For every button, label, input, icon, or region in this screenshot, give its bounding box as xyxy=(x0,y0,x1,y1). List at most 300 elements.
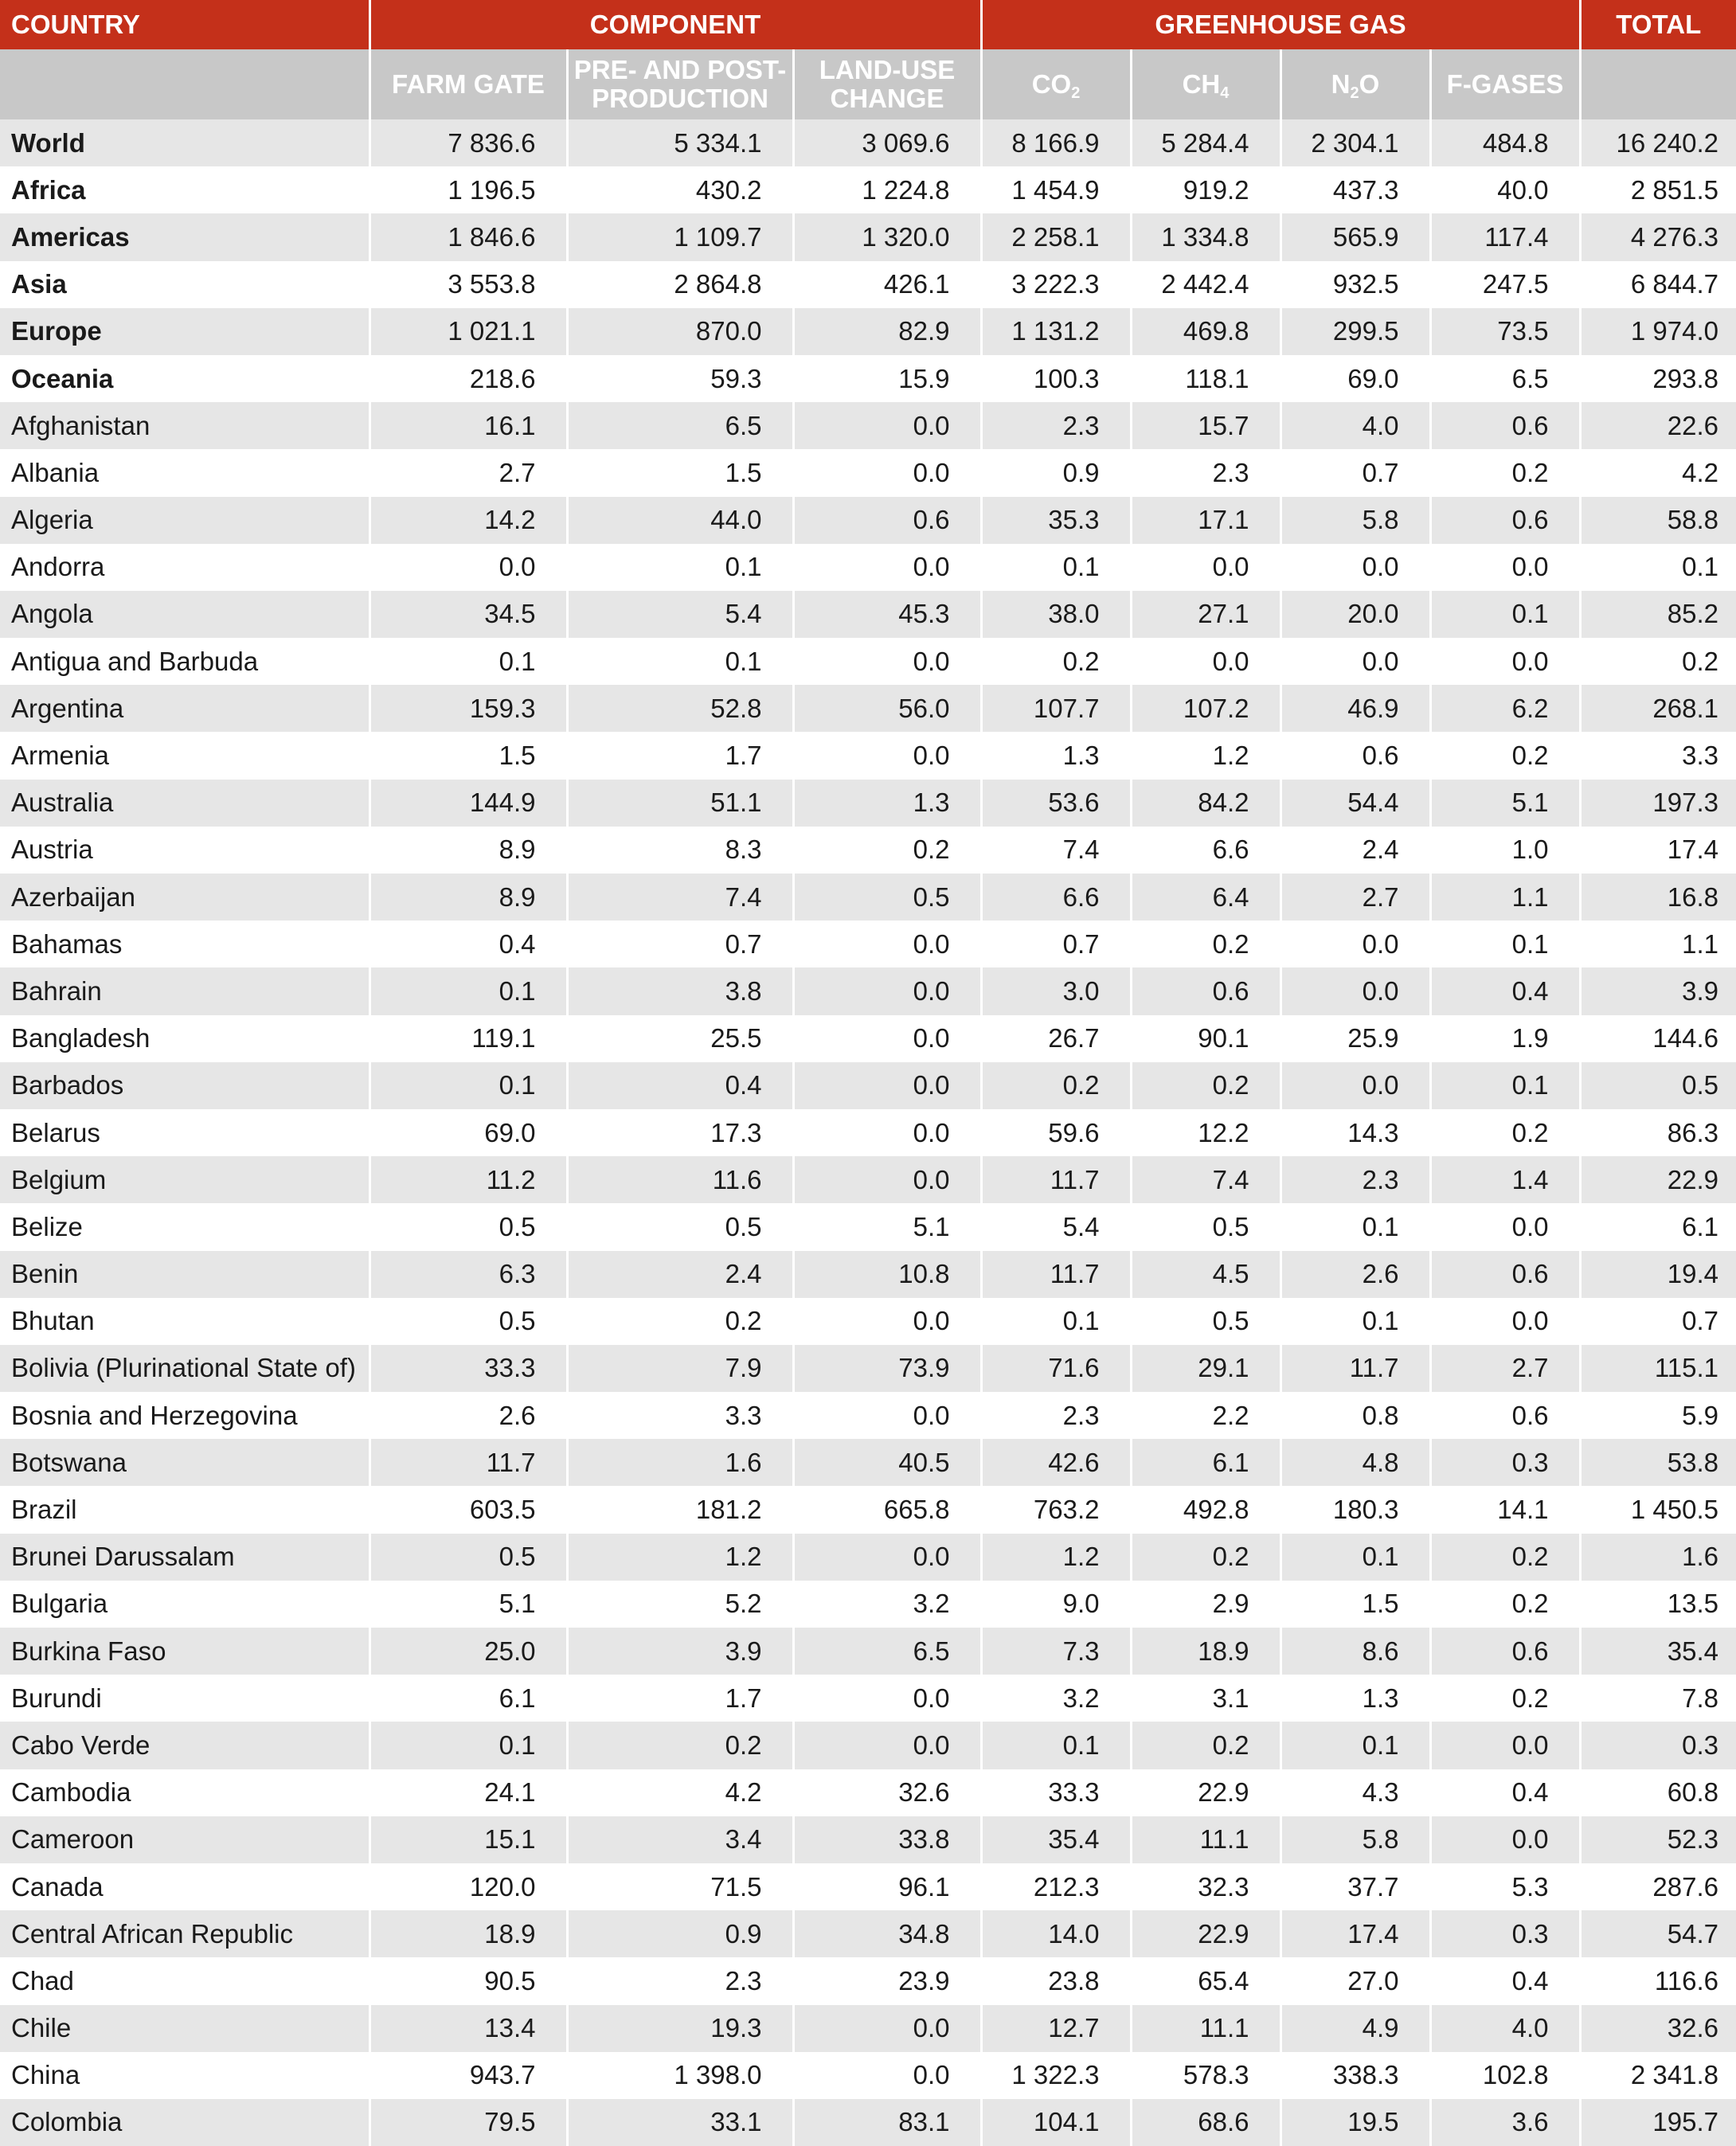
land-use-change-cell: 0.0 xyxy=(793,1675,981,1722)
n2o-cell: 437.3 xyxy=(1280,166,1430,213)
farm-gate-cell: 8.9 xyxy=(369,827,567,874)
total-cell: 197.3 xyxy=(1580,780,1736,827)
total-cell: 287.6 xyxy=(1580,1863,1736,1910)
ch4-cell: 5 284.4 xyxy=(1131,119,1280,166)
pre-post-production-cell: 870.0 xyxy=(567,308,793,355)
ch4-cell: 6.1 xyxy=(1131,1439,1280,1486)
ch4-cell: 84.2 xyxy=(1131,780,1280,827)
table-row xyxy=(0,1298,1736,1345)
total-cell: 1.1 xyxy=(1580,921,1736,967)
farm-gate-cell: 8.9 xyxy=(369,874,567,921)
ch4-cell: 6.4 xyxy=(1131,874,1280,921)
table-row xyxy=(0,1534,1736,1581)
n2o-cell: 69.0 xyxy=(1280,355,1430,402)
co2-cell: 9.0 xyxy=(981,1581,1131,1628)
f-gases-cell: 0.3 xyxy=(1430,1439,1580,1486)
header-f-gases: F-GASES xyxy=(1430,49,1580,119)
co2-cell: 59.6 xyxy=(981,1109,1131,1156)
country-name-cell: Cambodia xyxy=(0,1769,369,1816)
pre-post-production-cell: 0.2 xyxy=(567,1722,793,1769)
farm-gate-cell: 15.1 xyxy=(369,1816,567,1863)
total-cell: 0.1 xyxy=(1580,544,1736,591)
farm-gate-cell: 3 553.8 xyxy=(369,261,567,308)
header-land-use-line1: LAND-USE xyxy=(819,55,956,84)
n2o-cell: 46.9 xyxy=(1280,685,1430,732)
total-cell: 16 240.2 xyxy=(1580,119,1736,166)
farm-gate-cell: 16.1 xyxy=(369,402,567,449)
co2-cell: 0.1 xyxy=(981,544,1131,591)
farm-gate-cell: 0.5 xyxy=(369,1534,567,1581)
country-name-cell: Barbados xyxy=(0,1062,369,1109)
n2o-cell: 5.8 xyxy=(1280,1816,1430,1863)
country-name-cell: Australia xyxy=(0,780,369,827)
total-cell: 86.3 xyxy=(1580,1109,1736,1156)
n2o-cell: 4.9 xyxy=(1280,2005,1430,2052)
ch4-cell: 0.0 xyxy=(1131,544,1280,591)
co2-cell: 0.9 xyxy=(981,449,1131,496)
f-gases-cell: 6.2 xyxy=(1430,685,1580,732)
f-gases-cell: 0.4 xyxy=(1430,1957,1580,2004)
table-row xyxy=(0,732,1736,779)
country-name-cell: Chile xyxy=(0,2005,369,2052)
land-use-change-cell: 426.1 xyxy=(793,261,981,308)
co2-cell: 2 258.1 xyxy=(981,213,1131,260)
land-use-change-cell: 0.0 xyxy=(793,1156,981,1203)
farm-gate-cell: 0.4 xyxy=(369,921,567,967)
pre-post-production-cell: 2 864.8 xyxy=(567,261,793,308)
table-row xyxy=(0,827,1736,874)
pre-post-production-cell: 1.6 xyxy=(567,1439,793,1486)
country-name-cell: Afghanistan xyxy=(0,402,369,449)
header-row-columns xyxy=(0,49,1736,119)
country-name-cell: Central African Republic xyxy=(0,1910,369,1957)
pre-post-production-cell: 3.8 xyxy=(567,967,793,1014)
f-gases-cell: 2.7 xyxy=(1430,1345,1580,1392)
f-gases-cell: 3.6 xyxy=(1430,2099,1580,2146)
country-name-cell: Belize xyxy=(0,1203,369,1250)
table-row xyxy=(0,1392,1736,1439)
farm-gate-cell: 0.1 xyxy=(369,1722,567,1769)
country-name-cell: Brazil xyxy=(0,1486,369,1533)
pre-post-production-cell: 3.4 xyxy=(567,1816,793,1863)
header-ch4-base: CH xyxy=(1182,69,1221,99)
co2-cell: 5.4 xyxy=(981,1203,1131,1250)
ch4-cell: 7.4 xyxy=(1131,1156,1280,1203)
farm-gate-cell: 79.5 xyxy=(369,2099,567,2146)
farm-gate-cell: 25.0 xyxy=(369,1628,567,1675)
n2o-cell: 0.1 xyxy=(1280,1534,1430,1581)
total-cell: 144.6 xyxy=(1580,1015,1736,1062)
land-use-change-cell: 45.3 xyxy=(793,591,981,638)
f-gases-cell: 1.4 xyxy=(1430,1156,1580,1203)
co2-cell: 104.1 xyxy=(981,2099,1131,2146)
ch4-cell: 469.8 xyxy=(1131,308,1280,355)
farm-gate-cell: 0.1 xyxy=(369,638,567,685)
ch4-cell: 11.1 xyxy=(1131,1816,1280,1863)
co2-cell: 212.3 xyxy=(981,1863,1131,1910)
table-row xyxy=(0,967,1736,1014)
land-use-change-cell: 23.9 xyxy=(793,1957,981,2004)
total-cell: 195.7 xyxy=(1580,2099,1736,2146)
land-use-change-cell: 1 224.8 xyxy=(793,166,981,213)
f-gases-cell: 1.9 xyxy=(1430,1015,1580,1062)
n2o-cell: 27.0 xyxy=(1280,1957,1430,2004)
land-use-change-cell: 0.0 xyxy=(793,449,981,496)
pre-post-production-cell: 33.1 xyxy=(567,2099,793,2146)
co2-cell: 11.7 xyxy=(981,1251,1131,1298)
n2o-cell: 25.9 xyxy=(1280,1015,1430,1062)
farm-gate-cell: 2.7 xyxy=(369,449,567,496)
table-row xyxy=(0,2052,1736,2099)
table-row xyxy=(0,1675,1736,1722)
country-name-cell: Bhutan xyxy=(0,1298,369,1345)
total-cell: 16.8 xyxy=(1580,874,1736,921)
farm-gate-cell: 90.5 xyxy=(369,1957,567,2004)
ch4-cell: 68.6 xyxy=(1131,2099,1280,2146)
co2-cell: 1 131.2 xyxy=(981,308,1131,355)
farm-gate-cell: 144.9 xyxy=(369,780,567,827)
header-co2-sub: 2 xyxy=(1071,84,1081,102)
ch4-cell: 118.1 xyxy=(1131,355,1280,402)
farm-gate-cell: 119.1 xyxy=(369,1015,567,1062)
country-name-cell: Bahrain xyxy=(0,967,369,1014)
pre-post-production-cell: 0.5 xyxy=(567,1203,793,1250)
co2-cell: 71.6 xyxy=(981,1345,1131,1392)
land-use-change-cell: 0.0 xyxy=(793,638,981,685)
farm-gate-cell: 218.6 xyxy=(369,355,567,402)
pre-post-production-cell: 4.2 xyxy=(567,1769,793,1816)
co2-cell: 53.6 xyxy=(981,780,1131,827)
total-cell: 0.7 xyxy=(1580,1298,1736,1345)
co2-cell: 8 166.9 xyxy=(981,119,1131,166)
pre-post-production-cell: 2.3 xyxy=(567,1957,793,2004)
table-row xyxy=(0,355,1736,402)
header-n2o-post: O xyxy=(1359,69,1380,99)
total-cell: 7.8 xyxy=(1580,1675,1736,1722)
n2o-cell: 20.0 xyxy=(1280,591,1430,638)
farm-gate-cell: 24.1 xyxy=(369,1769,567,1816)
ch4-cell: 90.1 xyxy=(1131,1015,1280,1062)
f-gases-cell: 4.0 xyxy=(1430,2005,1580,2052)
farm-gate-cell: 6.3 xyxy=(369,1251,567,1298)
pre-post-production-cell: 3.9 xyxy=(567,1628,793,1675)
country-name-cell: Burundi xyxy=(0,1675,369,1722)
table-row xyxy=(0,2099,1736,2146)
total-cell: 32.6 xyxy=(1580,2005,1736,2052)
ch4-cell: 18.9 xyxy=(1131,1628,1280,1675)
country-name-cell: Belgium xyxy=(0,1156,369,1203)
n2o-cell: 932.5 xyxy=(1280,261,1430,308)
pre-post-production-cell: 19.3 xyxy=(567,2005,793,2052)
land-use-change-cell: 0.5 xyxy=(793,874,981,921)
pre-post-production-cell: 1 109.7 xyxy=(567,213,793,260)
header-n2o-pre: N xyxy=(1331,69,1351,99)
farm-gate-cell: 14.2 xyxy=(369,497,567,544)
pre-post-production-cell: 430.2 xyxy=(567,166,793,213)
land-use-change-cell: 0.2 xyxy=(793,827,981,874)
co2-cell: 23.8 xyxy=(981,1957,1131,2004)
n2o-cell: 19.5 xyxy=(1280,2099,1430,2146)
land-use-change-cell: 0.0 xyxy=(793,1392,981,1439)
land-use-change-cell: 82.9 xyxy=(793,308,981,355)
total-cell: 35.4 xyxy=(1580,1628,1736,1675)
ch4-cell: 22.9 xyxy=(1131,1769,1280,1816)
total-cell: 293.8 xyxy=(1580,355,1736,402)
co2-cell: 3.0 xyxy=(981,967,1131,1014)
land-use-change-cell: 1.3 xyxy=(793,780,981,827)
country-name-cell: Brunei Darussalam xyxy=(0,1534,369,1581)
country-name-cell: Austria xyxy=(0,827,369,874)
country-name-cell: Bosnia and Herzegovina xyxy=(0,1392,369,1439)
f-gases-cell: 0.2 xyxy=(1430,449,1580,496)
header-country-blank xyxy=(0,49,369,119)
country-name-cell: Cabo Verde xyxy=(0,1722,369,1769)
f-gases-cell: 0.0 xyxy=(1430,1816,1580,1863)
ch4-cell: 15.7 xyxy=(1131,402,1280,449)
f-gases-cell: 0.2 xyxy=(1430,1581,1580,1628)
header-row-groups xyxy=(0,0,1736,49)
land-use-change-cell: 56.0 xyxy=(793,685,981,732)
total-cell: 115.1 xyxy=(1580,1345,1736,1392)
ch4-cell: 0.0 xyxy=(1131,638,1280,685)
farm-gate-cell: 5.1 xyxy=(369,1581,567,1628)
co2-cell: 1.3 xyxy=(981,732,1131,779)
pre-post-production-cell: 0.1 xyxy=(567,544,793,591)
ch4-cell: 2.3 xyxy=(1131,449,1280,496)
table-row xyxy=(0,402,1736,449)
ch4-cell: 32.3 xyxy=(1131,1863,1280,1910)
pre-post-production-cell: 7.4 xyxy=(567,874,793,921)
total-cell: 268.1 xyxy=(1580,685,1736,732)
header-farm-gate: FARM GATE xyxy=(369,49,567,119)
table-row xyxy=(0,638,1736,685)
land-use-change-cell: 0.6 xyxy=(793,497,981,544)
ch4-cell: 11.1 xyxy=(1131,2005,1280,2052)
header-ch4 xyxy=(1131,49,1280,119)
co2-cell: 11.7 xyxy=(981,1156,1131,1203)
f-gases-cell: 73.5 xyxy=(1430,308,1580,355)
pre-post-production-cell: 0.1 xyxy=(567,638,793,685)
header-pre-post-production xyxy=(567,49,793,119)
ch4-cell: 4.5 xyxy=(1131,1251,1280,1298)
table-row xyxy=(0,1816,1736,1863)
table-body xyxy=(0,119,1736,2146)
table-row xyxy=(0,544,1736,591)
pre-post-production-cell: 5.4 xyxy=(567,591,793,638)
total-cell: 0.3 xyxy=(1580,1722,1736,1769)
f-gases-cell: 0.2 xyxy=(1430,1675,1580,1722)
pre-post-production-cell: 0.4 xyxy=(567,1062,793,1109)
ch4-cell: 0.2 xyxy=(1131,921,1280,967)
farm-gate-cell: 6.1 xyxy=(369,1675,567,1722)
n2o-cell: 180.3 xyxy=(1280,1486,1430,1533)
f-gases-cell: 0.6 xyxy=(1430,497,1580,544)
f-gases-cell: 0.2 xyxy=(1430,1534,1580,1581)
country-name-cell: Oceania xyxy=(0,355,369,402)
n2o-cell: 8.6 xyxy=(1280,1628,1430,1675)
land-use-change-cell: 0.0 xyxy=(793,732,981,779)
land-use-change-cell: 0.0 xyxy=(793,921,981,967)
pre-post-production-cell: 0.7 xyxy=(567,921,793,967)
table-row xyxy=(0,1769,1736,1816)
header-pre-post-line2: PRODUCTION xyxy=(592,84,768,113)
land-use-change-cell: 0.0 xyxy=(793,402,981,449)
total-cell: 53.8 xyxy=(1580,1439,1736,1486)
ch4-cell: 1.2 xyxy=(1131,732,1280,779)
table-row xyxy=(0,874,1736,921)
country-name-cell: Chad xyxy=(0,1957,369,2004)
pre-post-production-cell: 7.9 xyxy=(567,1345,793,1392)
n2o-cell: 0.1 xyxy=(1280,1203,1430,1250)
farm-gate-cell: 7 836.6 xyxy=(369,119,567,166)
table-row xyxy=(0,1203,1736,1250)
header-greenhouse-gas: GREENHOUSE GAS xyxy=(981,0,1580,49)
table-row xyxy=(0,1910,1736,1957)
table-row xyxy=(0,1251,1736,1298)
ch4-cell: 65.4 xyxy=(1131,1957,1280,2004)
n2o-cell: 14.3 xyxy=(1280,1109,1430,1156)
land-use-change-cell: 0.0 xyxy=(793,967,981,1014)
n2o-cell: 299.5 xyxy=(1280,308,1430,355)
header-country: COUNTRY xyxy=(0,0,369,49)
total-cell: 22.6 xyxy=(1580,402,1736,449)
ch4-cell: 0.6 xyxy=(1131,967,1280,1014)
pre-post-production-cell: 1 398.0 xyxy=(567,2052,793,2099)
farm-gate-cell: 0.1 xyxy=(369,967,567,1014)
f-gases-cell: 5.3 xyxy=(1430,1863,1580,1910)
header-co2-base: CO xyxy=(1031,69,1072,99)
country-name-cell: China xyxy=(0,2052,369,2099)
country-name-cell: Andorra xyxy=(0,544,369,591)
country-name-cell: Asia xyxy=(0,261,369,308)
farm-gate-cell: 1 021.1 xyxy=(369,308,567,355)
ch4-cell: 6.6 xyxy=(1131,827,1280,874)
n2o-cell: 5.8 xyxy=(1280,497,1430,544)
co2-cell: 35.4 xyxy=(981,1816,1131,1863)
f-gases-cell: 484.8 xyxy=(1430,119,1580,166)
total-cell: 5.9 xyxy=(1580,1392,1736,1439)
land-use-change-cell: 15.9 xyxy=(793,355,981,402)
f-gases-cell: 0.3 xyxy=(1430,1910,1580,1957)
land-use-change-cell: 0.0 xyxy=(793,1015,981,1062)
farm-gate-cell: 18.9 xyxy=(369,1910,567,1957)
land-use-change-cell: 73.9 xyxy=(793,1345,981,1392)
total-cell: 6 844.7 xyxy=(1580,261,1736,308)
total-cell: 2 341.8 xyxy=(1580,2052,1736,2099)
co2-cell: 2.3 xyxy=(981,402,1131,449)
pre-post-production-cell: 5.2 xyxy=(567,1581,793,1628)
total-cell: 4.2 xyxy=(1580,449,1736,496)
f-gases-cell: 40.0 xyxy=(1430,166,1580,213)
total-cell: 13.5 xyxy=(1580,1581,1736,1628)
country-name-cell: Bolivia (Plurinational State of) xyxy=(0,1345,369,1392)
country-name-cell: Algeria xyxy=(0,497,369,544)
land-use-change-cell: 0.0 xyxy=(793,1109,981,1156)
f-gases-cell: 1.0 xyxy=(1430,827,1580,874)
ch4-cell: 107.2 xyxy=(1131,685,1280,732)
table-row xyxy=(0,1156,1736,1203)
header-total: TOTAL xyxy=(1580,0,1736,49)
table-row xyxy=(0,166,1736,213)
ch4-cell: 492.8 xyxy=(1131,1486,1280,1533)
n2o-cell: 0.1 xyxy=(1280,1722,1430,1769)
f-gases-cell: 0.1 xyxy=(1430,921,1580,967)
f-gases-cell: 0.4 xyxy=(1430,967,1580,1014)
table-row xyxy=(0,1062,1736,1109)
ch4-cell: 0.2 xyxy=(1131,1534,1280,1581)
f-gases-cell: 1.1 xyxy=(1430,874,1580,921)
table-row xyxy=(0,1015,1736,1062)
header-component: COMPONENT xyxy=(369,0,981,49)
table-row xyxy=(0,497,1736,544)
co2-cell: 7.4 xyxy=(981,827,1131,874)
pre-post-production-cell: 181.2 xyxy=(567,1486,793,1533)
farm-gate-cell: 120.0 xyxy=(369,1863,567,1910)
country-name-cell: Africa xyxy=(0,166,369,213)
country-name-cell: Armenia xyxy=(0,732,369,779)
f-gases-cell: 0.6 xyxy=(1430,1392,1580,1439)
n2o-cell: 0.8 xyxy=(1280,1392,1430,1439)
n2o-cell: 0.6 xyxy=(1280,732,1430,779)
total-cell: 2 851.5 xyxy=(1580,166,1736,213)
land-use-change-cell: 0.0 xyxy=(793,2052,981,2099)
table-row xyxy=(0,1863,1736,1910)
co2-cell: 0.2 xyxy=(981,1062,1131,1109)
pre-post-production-cell: 5 334.1 xyxy=(567,119,793,166)
ch4-cell: 0.5 xyxy=(1131,1203,1280,1250)
ch4-cell: 2 442.4 xyxy=(1131,261,1280,308)
n2o-cell: 338.3 xyxy=(1280,2052,1430,2099)
co2-cell: 26.7 xyxy=(981,1015,1131,1062)
country-name-cell: Bulgaria xyxy=(0,1581,369,1628)
n2o-cell: 2.6 xyxy=(1280,1251,1430,1298)
total-cell: 1 450.5 xyxy=(1580,1486,1736,1533)
farm-gate-cell: 13.4 xyxy=(369,2005,567,2052)
pre-post-production-cell: 59.3 xyxy=(567,355,793,402)
land-use-change-cell: 0.0 xyxy=(793,1298,981,1345)
pre-post-production-cell: 8.3 xyxy=(567,827,793,874)
ch4-cell: 29.1 xyxy=(1131,1345,1280,1392)
land-use-change-cell: 34.8 xyxy=(793,1910,981,1957)
ch4-cell: 22.9 xyxy=(1131,1910,1280,1957)
total-cell: 0.2 xyxy=(1580,638,1736,685)
pre-post-production-cell: 2.4 xyxy=(567,1251,793,1298)
n2o-cell: 2.7 xyxy=(1280,874,1430,921)
header-total-blank xyxy=(1580,49,1736,119)
pre-post-production-cell: 44.0 xyxy=(567,497,793,544)
land-use-change-cell: 0.0 xyxy=(793,2005,981,2052)
n2o-cell: 17.4 xyxy=(1280,1910,1430,1957)
country-name-cell: Angola xyxy=(0,591,369,638)
farm-gate-cell: 11.2 xyxy=(369,1156,567,1203)
farm-gate-cell: 0.5 xyxy=(369,1298,567,1345)
table-row xyxy=(0,1957,1736,2004)
f-gases-cell: 14.1 xyxy=(1430,1486,1580,1533)
land-use-change-cell: 3.2 xyxy=(793,1581,981,1628)
land-use-change-cell: 5.1 xyxy=(793,1203,981,1250)
farm-gate-cell: 2.6 xyxy=(369,1392,567,1439)
header-land-use-line2: CHANGE xyxy=(830,84,944,113)
n2o-cell: 1.5 xyxy=(1280,1581,1430,1628)
land-use-change-cell: 83.1 xyxy=(793,2099,981,2146)
ch4-cell: 919.2 xyxy=(1131,166,1280,213)
n2o-cell: 1.3 xyxy=(1280,1675,1430,1722)
co2-cell: 1 454.9 xyxy=(981,166,1131,213)
land-use-change-cell: 665.8 xyxy=(793,1486,981,1533)
ch4-cell: 3.1 xyxy=(1131,1675,1280,1722)
f-gases-cell: 117.4 xyxy=(1430,213,1580,260)
farm-gate-cell: 0.0 xyxy=(369,544,567,591)
